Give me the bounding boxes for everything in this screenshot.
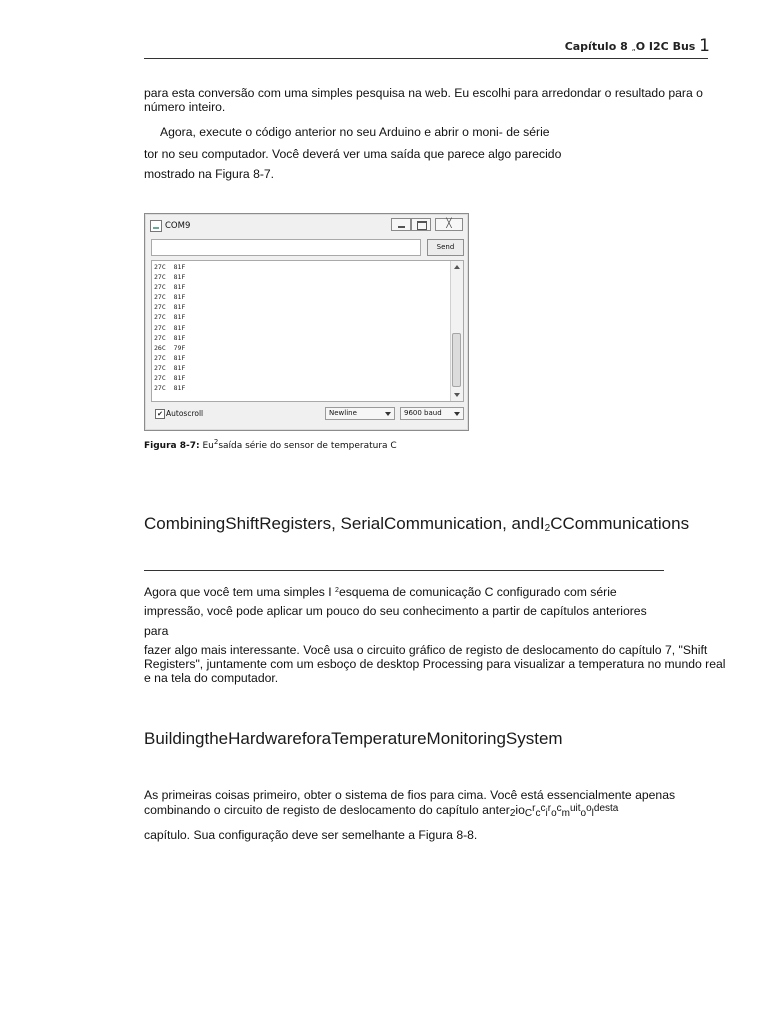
- text-fragment: m: [561, 808, 570, 819]
- section-heading-building: BuildingtheHardwareforaTemperatureMonitoringSystem: [144, 729, 563, 748]
- line-ending-value: Newline: [329, 409, 357, 417]
- section1-text-b: esquema de comunicação C configurado com série: [338, 585, 617, 599]
- text-fragment: i: [545, 808, 548, 819]
- intro-line-1: para esta conversão com uma simples pesquisa na web. Eu escolhi para arredondar o resultado para o: [144, 86, 703, 100]
- window-title: COM9: [165, 221, 191, 231]
- section1-sup: 2: [335, 587, 339, 594]
- text-fragment: io: [515, 803, 525, 817]
- autoscroll-label: Autoscroll: [166, 409, 204, 418]
- page-number: 1: [699, 36, 710, 56]
- minimize-button[interactable]: [391, 218, 411, 231]
- serial-output: [151, 260, 464, 402]
- text-fragment: r: [547, 803, 552, 814]
- header-title: O I2C Bus: [635, 40, 696, 53]
- close-button[interactable]: [435, 218, 463, 231]
- text-fragment: o: [551, 808, 557, 819]
- section2-line-3: capítulo. Sua configuração deve ser semelhante a Figura 8-8.: [144, 828, 478, 842]
- serial-line: 27C 81F: [154, 303, 186, 312]
- serial-line: 27C 81F: [154, 323, 186, 332]
- section1-line-3: para: [144, 624, 169, 638]
- close-icon: ╳: [446, 219, 452, 229]
- autoscroll-checkbox[interactable]: [155, 409, 165, 419]
- serial-monitor-window: [144, 213, 469, 431]
- serial-input[interactable]: [151, 239, 421, 256]
- serial-line: 27C 81F: [154, 273, 186, 282]
- text-fragment: l: [591, 808, 594, 819]
- text-fragment: o: [580, 808, 587, 819]
- app-icon: [150, 220, 162, 232]
- running-header: [420, 36, 710, 56]
- serial-bottom-bar: [145, 405, 468, 425]
- chevron-down-icon: [385, 412, 391, 416]
- scroll-thumb[interactable]: [452, 333, 461, 387]
- section1-line-2: impressão, você pode aplicar um pouco do seu conhecimento a partir de capítulos anteriores: [144, 604, 647, 618]
- text-fragment: uit: [569, 803, 581, 814]
- text-fragment: 2: [509, 808, 516, 819]
- serial-line: 27C 81F: [154, 263, 186, 271]
- section2-line-2: [144, 802, 744, 821]
- text-fragment: c: [540, 803, 546, 814]
- text-fragment: r: [532, 803, 536, 814]
- scroll-down-icon[interactable]: [454, 393, 460, 397]
- chevron-down-icon: [454, 412, 460, 416]
- section1-text-a: Agora que você tem uma simples I: [144, 585, 336, 599]
- intro-line-5: mostrado na Figura 8-7.: [144, 167, 275, 181]
- serial-line: 27C 81F: [154, 313, 186, 322]
- serial-line: 27C 81F: [154, 353, 186, 362]
- serial-line: 27C 81F: [154, 384, 186, 393]
- check-icon: ✔: [157, 410, 163, 418]
- maximize-button[interactable]: [411, 218, 431, 231]
- header-chapter: Capítulo 8: [564, 40, 628, 53]
- text-fragment: C: [524, 808, 533, 819]
- intro-line-2: número inteiro.: [144, 100, 226, 114]
- send-button[interactable]: Send: [427, 239, 464, 256]
- figure-label: Figura 8-7:: [144, 441, 200, 451]
- garbled-fragments: [510, 803, 619, 817]
- section1-line-1: [144, 584, 744, 599]
- section2-line-1: As primeiras coisas primeiro, obter o sistema de fios para cima. Você está essencialmente apenas: [144, 788, 676, 802]
- section-heading-combining: [144, 514, 689, 534]
- serial-lines: [154, 262, 185, 393]
- caption-pre: Eu: [199, 441, 214, 451]
- heading-sub: 2: [544, 523, 551, 534]
- serial-line: 27C 81F: [154, 283, 186, 292]
- scroll-up-icon[interactable]: [454, 265, 460, 269]
- intro-line-4: tor no seu computador. Você deverá ver uma saída que parece algo parecido: [144, 147, 562, 161]
- heading-part-b: CCommunications: [550, 514, 690, 533]
- header-separator: „: [631, 43, 636, 52]
- section2-text-start: combinando o circuito de registo de deslocamento do capítulo anter: [144, 803, 510, 817]
- section1-paragraph: fazer algo mais interessante. Você usa o circuito gráfico de registo de deslocamento do capítulo 7, "Shift Registers", juntamente com um esboço de desktop Processing para visualizar a temperatura no mundo real e na tela do computador.: [144, 643, 726, 685]
- text-fragment: c: [556, 803, 562, 814]
- serial-line: 27C 81F: [154, 293, 186, 302]
- baud-rate-select[interactable]: [400, 407, 464, 420]
- line-ending-select[interactable]: [325, 407, 395, 420]
- serial-line: 26C 79F: [154, 343, 186, 352]
- figure-caption: [144, 438, 397, 451]
- intro-line-3: Agora, execute o código anterior no seu Arduino e abrir o moni- de série: [160, 125, 550, 139]
- scrollbar[interactable]: [450, 261, 463, 401]
- caption-text: saída série do sensor de temperatura C: [218, 441, 397, 451]
- serial-line: 27C 81F: [154, 333, 186, 342]
- window-titlebar: [145, 214, 468, 236]
- baud-rate-value: 9600 baud: [404, 409, 442, 417]
- text-fragment: desta: [593, 803, 619, 814]
- text-fragment: o: [586, 803, 592, 814]
- serial-line: 27C 81F: [154, 363, 186, 372]
- section-rule: [144, 570, 664, 571]
- caption-sup: 2: [213, 438, 219, 446]
- serial-line: 27C 81F: [154, 374, 186, 383]
- header-rule: [144, 58, 708, 59]
- heading-part-a: CombiningShiftRegisters, SerialCommunication, andI: [144, 514, 545, 533]
- text-fragment: c: [535, 808, 541, 819]
